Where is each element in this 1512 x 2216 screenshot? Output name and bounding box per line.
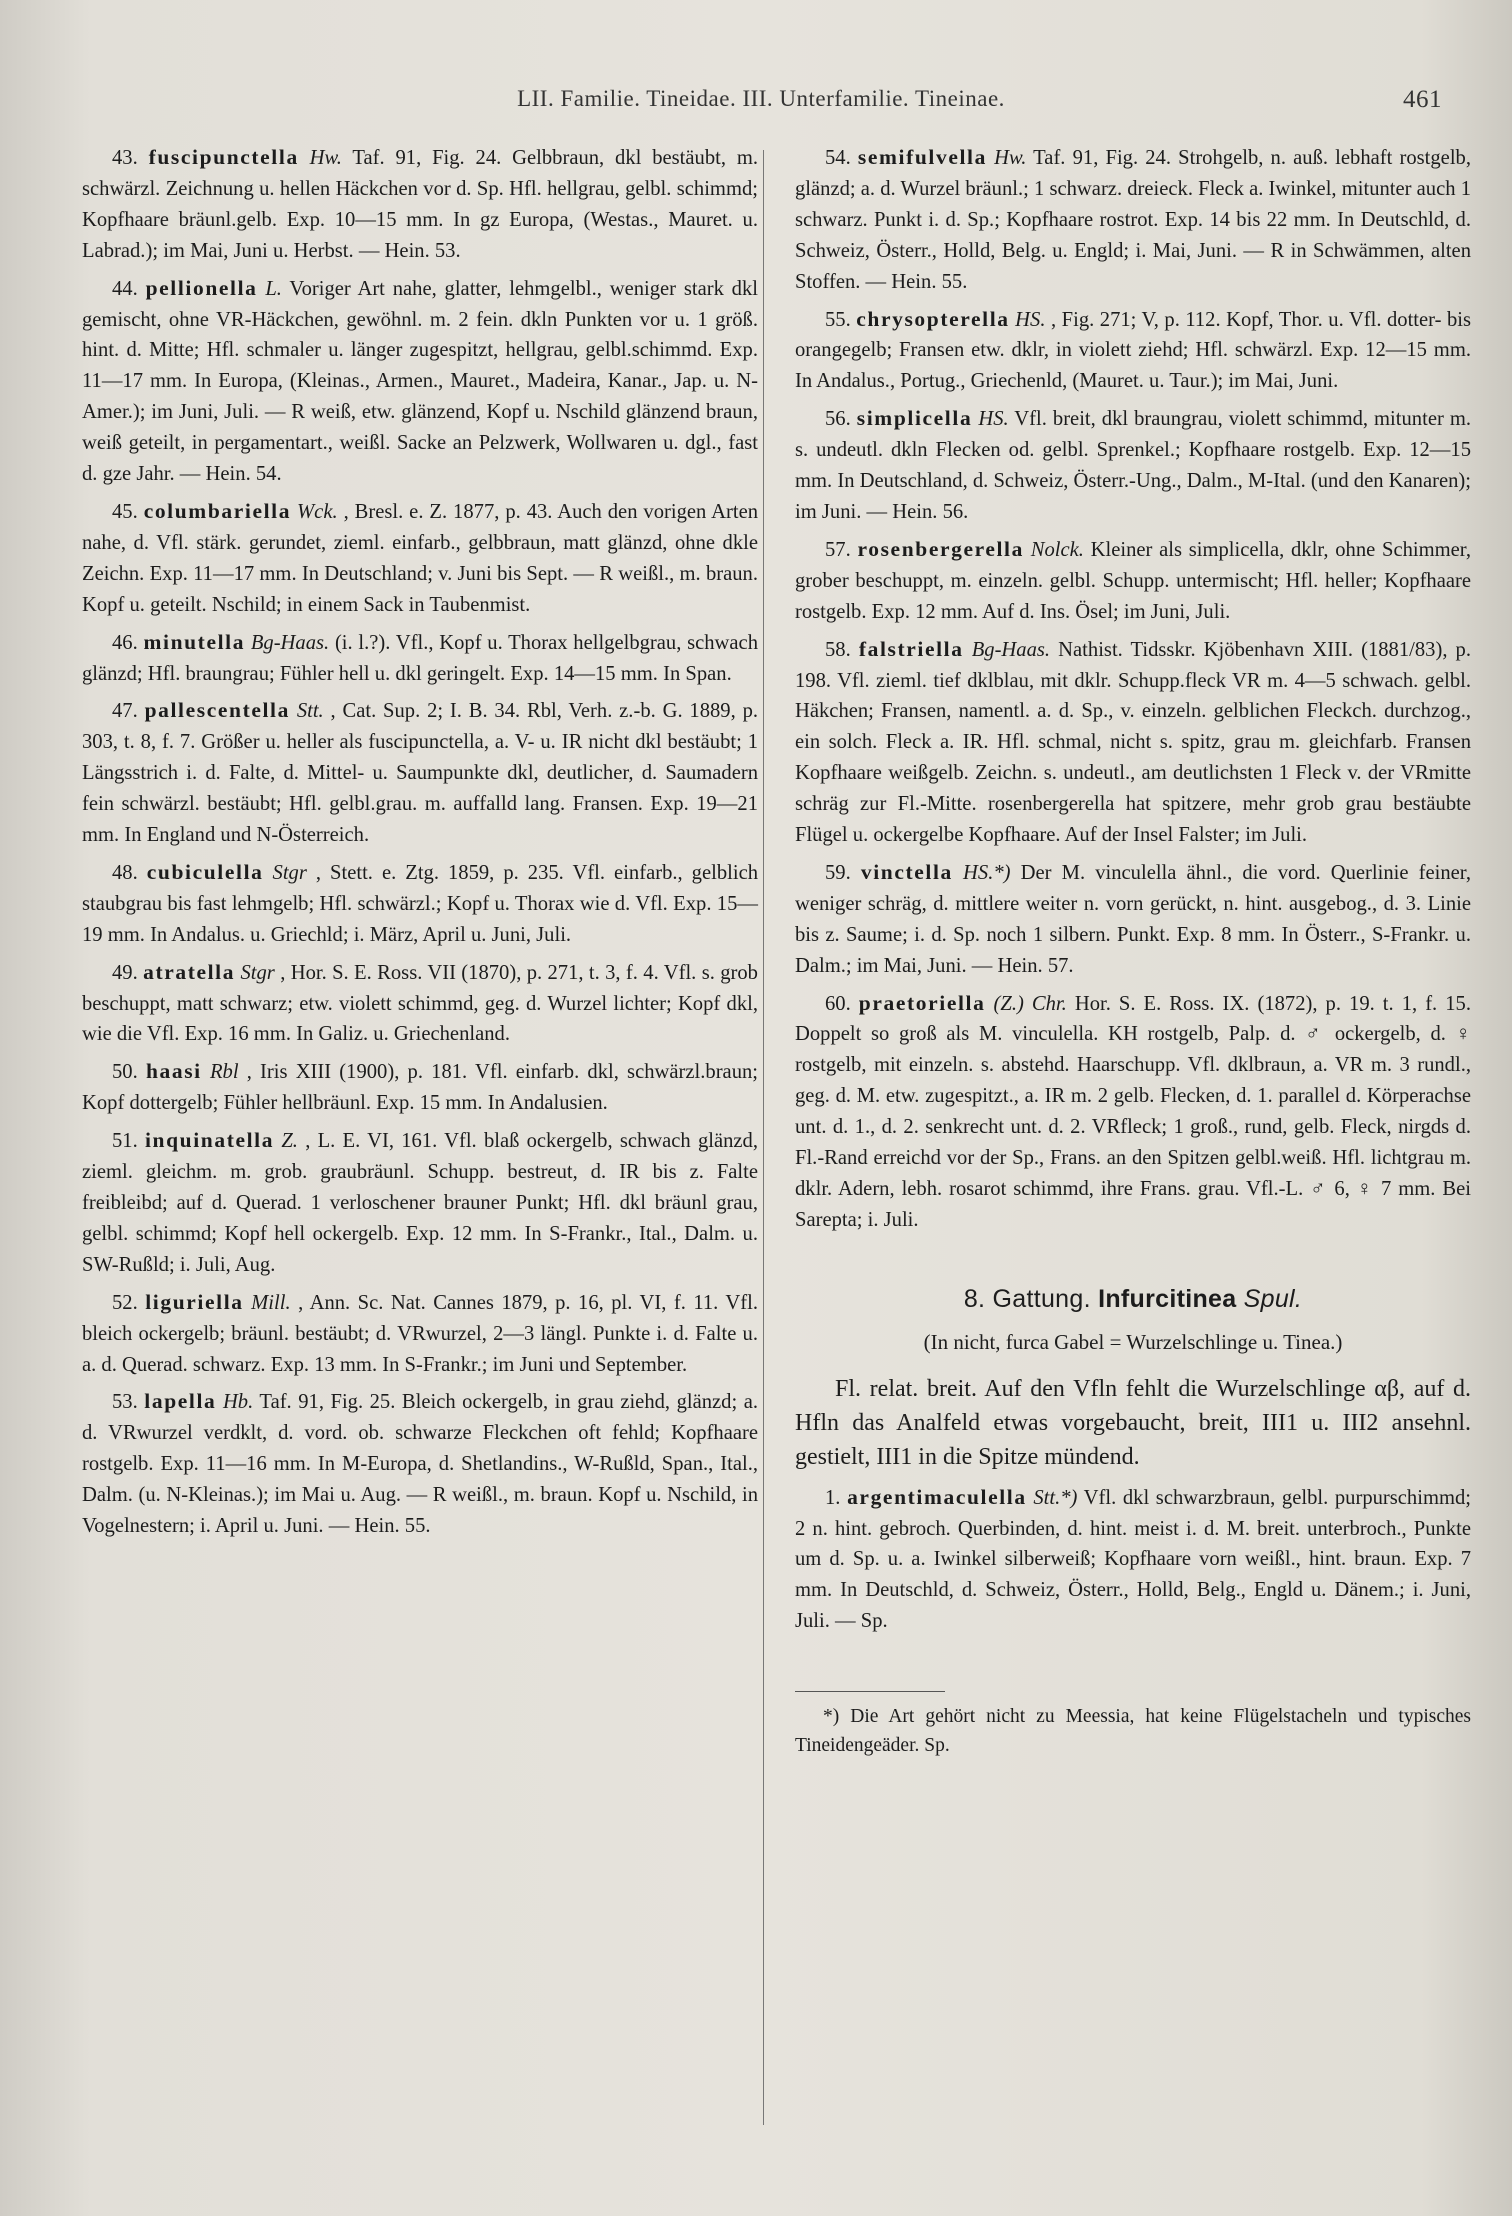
species-name: chrysopterella	[856, 306, 1010, 331]
species-entry: 60. praetoriella (Z.) Chr. Hor. S. E. Ross. IX. (1872), p. 19. t. 1, f. 15. Doppelt so groß als M. vinculella. KH rostgelb, Palp. d. ♂ ockergelb, d. ♀ rostgelb, mit einzeln. s. abstehd. Haarschupp. Vfl. dklbraun, a. VR m. 3 rundl., geg. d. M. etw. zugespitzt., a. IR m. 2 gelb. Flecken, d. 1. parallel d. Körperachse unt. d. 1., d. 2. senkrecht unt. d. 2. VRfleck; 1 groß., rund, gelb. Fleck, nirgds d. Fl.-Rand erreichd vor der Sp., Frans. an den Spitzen gelbl.weiß. Hfl. lichtgrau m. dklr. Adern, lebh. rosarot schimmd, ihre Frans. grau. Vfl.-L. ♂ 6, ♀ 7 mm. Bei Sarepta; i. Juli.	[795, 990, 1471, 1231]
running-head-title: LII. Familie. Tineidae. III. Unterfamilie. Tineinae.	[517, 86, 1005, 111]
page-number: 461	[1403, 86, 1442, 113]
species-name: rosenbergerella	[857, 536, 1024, 561]
species-description: Vfl. dkl schwarzbraun, gelbl. purpurschimmd; 2 n. hint. gebroch. Querbinden, d. hint. meist i. d. M. breit. unterbroch., Punkte um d. Sp. u. a. Iwinkel silberweiß; Kopfhaare vorn weißl., hint. braun. Exp. 7 mm. In Deutschld, d. Schweiz, Österr., Holld, Belg., Engld u. Dänem.; i. Juni, Juli. — Sp.	[795, 1486, 1471, 1633]
species-author: Stt.*)	[1033, 1486, 1078, 1509]
species-author: Hb.	[222, 1391, 254, 1414]
species-author: Wck.	[297, 500, 338, 523]
species-entry: 1. argentimaculella Stt.*) Vfl. dkl schwarzbraun, gelbl. purpurschimmd; 2 n. hint. gebroch. Querbinden, d. hint. meist i. d. M. breit. unterbroch., Punkte um d. Sp. u. a. Iwinkel silberweiß; Kopfhaare vorn weißl., hint. braun. Exp. 7 mm. In Deutschld, d. Schweiz, Österr., Holld, Belg., Engld u. Dänem.; i. Juni, Juli. — Sp.	[795, 1484, 1471, 1633]
column-divider	[763, 150, 764, 2125]
species-author: Stgr	[272, 861, 307, 884]
species-entry: 56. simplicella HS. Vfl. breit, dkl braungrau, violett schimmd, mitunter m. s. undeutl. dkln Flecken od. gelbl. Sprenkel.; Kopfhaare rostgelb. Exp. 12—15 mm. In Deutschland, d. Schweiz, Österr.-Ung., Dalm., M-Ital. (und den Kanaren); im Juni. — Hein. 56.	[795, 406, 1471, 523]
genus-description: Fl. relat. breit. Auf den Vfln fehlt die Wurzelschlinge αβ, auf d. Hfln das Analfeld etwas vorgebaucht, breit, III1 u. III2 ansehnl. gestielt, III1 in die Spitze mündend.	[795, 1375, 1471, 1470]
species-name: liguriella	[145, 1289, 244, 1314]
species-author: (Z.) Chr.	[993, 992, 1067, 1015]
species-description: Hor. S. E. Ross. IX. (1872), p. 19. t. 1, f. 15. Doppelt so groß als M. vinculella. KH rostgelb, Palp. d. ♂ ockergelb, d. ♀ rostgelb, mit einzeln. s. abstehd. Haarschupp. Vfl. dklbraun, a. VR m. 3 rundl., geg. d. M. etw. zugespitzt., a. IR m. 2 gelb. Flecken, d. 1. parallel d. Körperachse unt. d. 1., d. 2. senkrecht unt. d. 2. VRfleck; 1 groß., rund, gelb. Fleck, nirgds d. Fl.-Rand erreichd vor der Sp., Frans. an den Spitzen gelbl.weiß. Hfl. lichtgrau m. dklr. Adern, lebh. rosarot schimmd, ihre Frans. grau. Vfl.-L. ♂ 6, ♀ 7 mm. Bei Sarepta; i. Juli.	[795, 992, 1471, 1231]
species-author: HS.*)	[963, 861, 1011, 884]
species-author: Bg-Haas.	[971, 638, 1051, 661]
species-author: HS.	[978, 408, 1009, 431]
species-author: Rbl	[209, 1061, 239, 1084]
species-name: pallescentella	[144, 698, 290, 723]
species-name: pellionella	[145, 275, 258, 300]
species-entry: 57. rosenbergerella Nolck. Kleiner als simplicella, dklr, ohne Schimmer, grober beschuppt, m. einzeln. gelbl. Schupp. untermischt; Hfl. heller; Kopfhaare rostgelb. Exp. 12 mm. Auf d. Ins. Ösel; im Juni, Juli.	[795, 536, 1471, 623]
species-entry: 43. fuscipunctella Hw. Taf. 91, Fig. 24. Gelbbraun, dkl bestäubt, m. schwärzl. Zeichnung u. hellen Häckchen vor d. Sp. Hfl. hellgrau, gelbl. schimmd; Kopfhaare bräunl.gelb. Exp. 10—15 mm. In gz Europa, (Westas., Mauret. u. Labrad.); im Mai, Juni u. Herbst. — Hein. 53.	[82, 145, 758, 262]
species-description: Taf. 91, Fig. 24. Strohgelb, n. auß. lebhaft rostgelb, glänzd; a. d. Wurzel bräunl.; 1 schwarz. dreieck. Fleck a. Iwinkel, mitunter auch 1 schwarz. Punkt i. d. Sp.; Kopfhaare rostrot. Exp. 14 bis 22 mm. In Deutschld, d. Schweiz, Österr., Holld, Belg. u. Engld; i. Mai, Juni. — R in Schwämmen, alten Stoffen. — Hein. 55.	[795, 147, 1471, 293]
species-name: cubiculella	[146, 859, 264, 884]
species-author: Hw.	[994, 147, 1027, 169]
genus-heading: 8. Gattung. Infurcitinea Spul.	[963, 1284, 1303, 1313]
species-description: Voriger Art nahe, glatter, lehmgelbl., weniger stark dkl gemischt, ohne VR-Häckchen, gewöhnl. m. 2 fein. dkln Punkten vor u. 1 größ. hint. d. Mitte; Hfl. schmaler u. länger zugespitzt, hellgrau, gelbl.schimmd. Exp. 11—17 mm. In Europa, (Kleinas., Armen., Mauret., Madeira, Kanar., Jap. u. N-Amer.); im Juni, Juli. — R weiß, etw. glänzend, Kopf u. Nschild glänzend braun, weiß geteilt, in pergamentart., weißl. Sacke an Pelzwerk, Wollwaren u. dgl., fast d. gze Jahr. — Hein. 54.	[82, 277, 758, 486]
species-entry: 51. inquinatella Z. , L. E. VI, 161. Vfl. blaß ockergelb, schwach glänzd, zieml. gleichm. m. grob. graubräunl. Schupp. bestreut, d. IR bis z. Falte freibleibd; auf d. Querad. 1 verloschener brauner Punkt; Hfl. dkl bräunl grau, gelbl. schimmd; Kopf hell ockergelb. Exp. 12 mm. In S-Frankr., Ital., Dalm. u. SW-Rußld; i. Juli, Aug.	[82, 1128, 758, 1276]
species-name: semifulvella	[857, 145, 987, 169]
species-description: Taf. 91, Fig. 25. Bleich ockergelb, in grau ziehd, glänzd; a. d. VRwurzel verdklt, d. vord. ob. schwarze Fleckchen oft fehld; Kopfhaare rostgelb. Exp. 11—16 mm. In M-Europa, d. Shetlandins., W-Rußld, Span., Ital., Dalm. (u. N-Kleinas.); im Mai u. Aug. — R weißl., m. braun. Kopf u. Nschild, in Vogelnestern; i. April u. Juni. — Hein. 55.	[82, 1391, 759, 1538]
species-entry: 58. falstriella Bg-Haas. Nathist. Tidsskr. Kjöbenhavn XIII. (1881/83), p. 198. Vfl. zieml. tief dklblau, mit dklr. Schupp.fleck VR m. 4—5 schwach. gelbl. Häkchen; Fransen, namentl. a. d. Sp., v. einzeln. gelblichen Fleckch. durchzog., ein solch. Fleck a. IR. Hfl. schmal, nicht s. spitz, grau m. gleichfarb. Fransen Kopfhaare weißgelb. Zeichn. s. undeutl., am deutlichsten 1 Fleck v. der VRmitte schräg zur Fl.-Mitte. rosenbergerella hat spitzere, mehr grob grau bestäubte Flügel u. ockergelbe Kopfhaare. Auf der Insel Falster; im Juli.	[795, 636, 1471, 847]
species-entry: 59. vinctella HS.*) Der M. vinculella ähnl., die vord. Querlinie feiner, weniger schräg, d. mittlere weiter n. vorn gerückt, n. hint. ausgebog., d. 3. Linie bis z. Saume; i. d. Sp. noch 1 silbern. Punkt. Exp. 8 mm. In Österr., S-Frankr. u. Dalm.; im Mai, Juni. — Hein. 57.	[795, 859, 1471, 977]
species-entry: 54. semifulvella Hw. Taf. 91, Fig. 24. Strohgelb, n. auß. lebhaft rostgelb, glänzd; a. d. Wurzel bräunl.; 1 schwarz. dreieck. Fleck a. Iwinkel, mitunter auch 1 schwarz. Punkt i. d. Sp.; Kopfhaare rostrot. Exp. 14 bis 22 mm. In Deutschld, d. Schweiz, Österr., Holld, Belg. u. Engld; i. Mai, Juni. — R in Schwämmen, alten Stoffen. — Hein. 55.	[795, 145, 1471, 293]
species-description: , Cat. Sup. 2; I. B. 34. Rbl, Verh. z.-b. G. 1889, p. 303, t. 8, f. 7. Größer u. heller als fuscipunctella, a. V- u. IR nicht dkl bestäubt; 1 Längsstrich i. d. Falte, d. Mittel- u. Saumpunkte dkl, deutlicher, d. Saumadern fein schwärzl. bestäubt; Hfl. gelbl.grau. m. auffalld lang. Fransen. Exp. 19—21 mm. In England und N-Österreich.	[82, 700, 759, 847]
species-description: , Bresl. e. Z. 1877, p. 43. Auch den vorigen Arten nahe, d. Vfl. stärk. gerundet, zieml. einfarb., gelbbraun, matt glänzd, ohne dkle Zeichn. Exp. 11—17 mm. In Deutschland; v. Juni bis Sept. — R weißl., m. braun. Kopf u. geteilt. Nschild; in einem Sack in Taubenmist.	[82, 500, 759, 616]
species-author: HS.	[1015, 308, 1046, 331]
running-head	[80, 86, 1442, 120]
right-column-entries	[795, 142, 1471, 1236]
species-name: argentimaculella	[847, 1484, 1027, 1509]
species-description: , Stett. e. Ztg. 1859, p. 235. Vfl. einfarb., gelblich staubgrau bis fast lehmgelb; Hfl. schwärzl.; Kopf u. Thorax wie d. Vfl. Exp. 15—19 mm. In Andalus. u. Griechld; i. März, April u. Juni, Juli.	[82, 861, 759, 946]
species-name: inquinatella	[144, 1128, 275, 1153]
species-author: Z.	[281, 1130, 298, 1153]
species-name: fuscipunctella	[148, 145, 299, 169]
species-name: falstriella	[858, 636, 964, 661]
genus-etymology: (In nicht, furca Gabel = Wurzelschlinge u. Tinea.)	[923, 1329, 1343, 1354]
species-name: simplicella	[856, 406, 973, 431]
species-entry: 53. lapella Hb. Taf. 91, Fig. 25. Bleich ockergelb, in grau ziehd, glänzd; a. d. VRwurzel verdklt, d. vord. ob. schwarze Fleckchen oft fehld; Kopfhaare rostgelb. Exp. 11—16 mm. In M-Europa, d. Shetlandins., W-Rußld, Span., Ital., Dalm. (u. N-Kleinas.); im Mai u. Aug. — R weißl., m. braun. Kopf u. Nschild, in Vogelnestern; i. April u. Juni. — Hein. 55.	[82, 1389, 759, 1538]
species-entry: 50. haasi Rbl , Iris XIII (1900), p. 181. Vfl. einfarb. dkl, schwärzl.braun; Kopf dottergelb; Fühler hellbräunl. Exp. 15 mm. In Andalusien.	[82, 1059, 759, 1115]
species-name: vinctella	[860, 859, 953, 884]
species-description: Taf. 91, Fig. 24. Gelbbraun, dkl bestäubt, m. schwärzl. Zeichnung u. hellen Häckchen vor d. Sp. Hfl. hellgrau, gelbl. schimmd; Kopfhaare bräunl.gelb. Exp. 10—15 mm. In gz Europa, (Westas., Mauret. u. Labrad.); im Mai, Juni u. Herbst. — Hein. 53.	[82, 147, 758, 262]
species-description: Der M. vinculella ähnl., die vord. Querlinie feiner, weniger schräg, d. mittlere weiter n. vorn gerückt, n. hint. ausgebog., d. 3. Linie bis z. Saume; i. d. Sp. noch 1 silbern. Punkt. Exp. 8 mm. In Österr., S-Frankr. u. Dalm.; im Mai, Juni. — Hein. 57.	[795, 861, 1471, 977]
species-description: (i. l.?). Vfl., Kopf u. Thorax hellgelbgrau, schwach glänzd; Hfl. braungrau; Fühler hell u. dkl geringelt. Exp. 14—15 mm. In Span.	[82, 631, 758, 685]
species-name: lapella	[144, 1389, 217, 1414]
species-author: Mill.	[251, 1291, 291, 1314]
left-column	[82, 142, 758, 1548]
species-author: Stgr	[240, 961, 275, 984]
species-description: , Hor. S. E. Ross. VII (1870), p. 271, t. 3, f. 4. Vfl. s. grob beschuppt, matt schwarz; etw. violett schimmd, geg. d. Wurzel lichter; Kopf dkl, wie die Vfl. Exp. 16 mm. In Galiz. u. Griechenland.	[82, 961, 758, 1046]
right-column	[795, 142, 1471, 1760]
genus-author: Spul.	[1243, 1284, 1303, 1313]
species-name: minutella	[143, 629, 246, 654]
species-description: Kleiner als simplicella, dklr, ohne Schimmer, grober beschuppt, m. einzeln. gelbl. Schupp. untermischt; Hfl. heller; Kopfhaare rostgelb. Exp. 12 mm. Auf d. Ins. Ösel; im Juni, Juli.	[795, 538, 1471, 623]
species-name: haasi	[145, 1059, 202, 1084]
species-name: praetoriella	[858, 990, 986, 1015]
species-description: Nathist. Tidsskr. Kjöbenhavn XIII. (1881/83), p. 198. Vfl. zieml. tief dklblau, mit dklr. Schupp.fleck VR m. 4—5 schwach. gelbl. Häkchen; Fransen, namentl. a. d. Sp., v. einzeln. gelblichen Fleckch. durchzog., ein solch. Fleck a. IR. Hfl. schmal, nicht s. spitz, grau m. gleichfarb. Fransen Kopfhaare weißgelb. Zeichn. s. undeutl., am deutlichsten 1 Fleck v. der VRmitte schräg zur Fl.-Mitte. rosenbergerella hat spitzere, mehr grob grau bestäubte Flügel u. ockergelbe Kopfhaare. Auf der Insel Falster; im Juli.	[795, 638, 1471, 847]
footnote-rule	[795, 1691, 945, 1692]
species-entry: 55. chrysopterella HS. , Fig. 271; V, p. 112. Kopf, Thor. u. Vfl. dotter- bis orangegelb; Fransen etw. dklr, in violett ziehd; Hfl. schwärzl. Exp. 12—15 mm. In Andalus., Portug., Griechenld, (Mauret. u. Taur.); im Mai, Juni.	[795, 306, 1471, 393]
species-entry: 45. columbariella Wck. , Bresl. e. Z. 1877, p. 43. Auch den vorigen Arten nahe, d. Vfl. stärk. gerundet, zieml. einfarb., gelbbraun, matt glänzd, ohne dkle Zeichn. Exp. 11—17 mm. In Deutschland; v. Juni bis Sept. — R weißl., m. braun. Kopf u. geteilt. Nschild; in einem Sack in Taubenmist.	[82, 498, 759, 616]
species-entry: 47. pallescentella Stt. , Cat. Sup. 2; I. B. 34. Rbl, Verh. z.-b. G. 1889, p. 303, t. 8, f. 7. Größer u. heller als fuscipunctella, a. V- u. IR nicht dkl bestäubt; 1 Längsstrich i. d. Falte, d. Mittel- u. Saumpunkte dkl, deutlicher, d. Saumadern fein schwärzl. bestäubt; Hfl. gelbl.grau. m. auffalld lang. Fransen. Exp. 19—21 mm. In England und N-Österreich.	[82, 698, 759, 847]
species-entry: 52. liguriella Mill. , Ann. Sc. Nat. Cannes 1879, p. 16, pl. VI, f. 11. Vfl. bleich ockergelb; bräunl. bestäubt; d. VRwurzel, 2—3 längl. Punkte i. d. Falte u. a. d. Querad. schwarz. Exp. 13 mm. In S-Frankr.; im Juni und September.	[82, 1289, 759, 1376]
species-description: , Ann. Sc. Nat. Cannes 1879, p. 16, pl. VI, f. 11. Vfl. bleich ockergelb; bräunl. bestäubt; d. VRwurzel, 2—3 längl. Punkte i. d. Falte u. a. d. Querad. schwarz. Exp. 13 mm. In S-Frankr.; im Juni und September.	[82, 1291, 759, 1376]
genus-name: Infurcitinea	[1098, 1284, 1237, 1313]
species-name: columbariella	[143, 498, 292, 523]
species-author: L.	[265, 277, 282, 300]
species-name: atratella	[143, 959, 236, 984]
species-author: Bg-Haas.	[250, 631, 330, 654]
species-description: , Iris XIII (1900), p. 181. Vfl. einfarb. dkl, schwärzl.braun; Kopf dottergelb; Fühler hellbräunl. Exp. 15 mm. In Andalusien.	[82, 1061, 759, 1115]
species-entry: 49. atratella Stgr , Hor. S. E. Ross. VII (1870), p. 271, t. 3, f. 4. Vfl. s. grob beschuppt, matt schwarz; etw. violett schimmd, geg. d. Wurzel lichter; Kopf dkl, wie die Vfl. Exp. 16 mm. In Galiz. u. Griechenland.	[82, 959, 758, 1046]
species-description: Vfl. breit, dkl braungrau, violett schimmd, mitunter m. s. undeutl. dkln Flecken od. gelbl. Sprenkel.; Kopfhaare rostgelb. Exp. 12—15 mm. In Deutschland, d. Schweiz, Österr.-Ung., Dalm., M-Ital. (und den Kanaren); im Juni. — Hein. 56.	[795, 408, 1471, 523]
species-description: , L. E. VI, 161. Vfl. blaß ockergelb, schwach glänzd, zieml. gleichm. m. grob. graubräunl. Schupp. bestreut, d. IR bis z. Falte freibleibd; auf d. Querad. 1 verloschener brauner Punkt; Hfl. dkl bräunl grau, gelbl. schimmd; Kopf hell ockergelb. Exp. 12 mm. In S-Frankr., Ital., Dalm. u. SW-Rußld; i. Juli, Aug.	[82, 1130, 758, 1276]
species-author: Hw.	[309, 147, 342, 169]
species-author: Stt.	[296, 700, 324, 723]
species-entry: 44. pellionella L. Voriger Art nahe, glatter, lehmgelbl., weniger stark dkl gemischt, ohne VR-Häckchen, gewöhnl. m. 2 fein. dkln Punkten vor u. 1 größ. hint. d. Mitte; Hfl. schmaler u. länger zugespitzt, hellgrau, gelbl.schimmd. Exp. 11—17 mm. In Europa, (Kleinas., Armen., Mauret., Madeira, Kanar., Jap. u. N-Amer.); im Juni, Juli. — R weiß, etw. glänzend, Kopf u. Nschild glänzend braun, weiß geteilt, in pergamentart., weißl. Sacke an Pelzwerk, Wollwaren u. dgl., fast d. gze Jahr. — Hein. 54.	[82, 275, 758, 486]
species-author: Nolck.	[1030, 538, 1084, 561]
species-description: , Fig. 271; V, p. 112. Kopf, Thor. u. Vfl. dotter- bis orangegelb; Fransen etw. dklr, in violett ziehd; Hfl. schwärzl. Exp. 12—15 mm. In Andalus., Portug., Griechenld, (Mauret. u. Taur.); im Mai, Juni.	[795, 308, 1471, 393]
footnote: *) Die Art gehört nicht zu Meessia, hat keine Flügelstacheln und typisches Tineidengeäder. Sp.	[795, 1706, 1471, 1757]
species-entry: 46. minutella Bg-Haas. (i. l.?). Vfl., Kopf u. Thorax hellgelbgrau, schwach glänzd; Hfl. braungrau; Fühler hell u. dkl geringelt. Exp. 14—15 mm. In Span.	[82, 629, 758, 685]
species-entry: 48. cubiculella Stgr , Stett. e. Ztg. 1859, p. 235. Vfl. einfarb., gelblich staubgrau bis fast lehmgelb; Hfl. schwärzl.; Kopf u. Thorax wie d. Vfl. Exp. 15—19 mm. In Andalus. u. Griechld; i. März, April u. Juni, Juli.	[82, 859, 759, 946]
